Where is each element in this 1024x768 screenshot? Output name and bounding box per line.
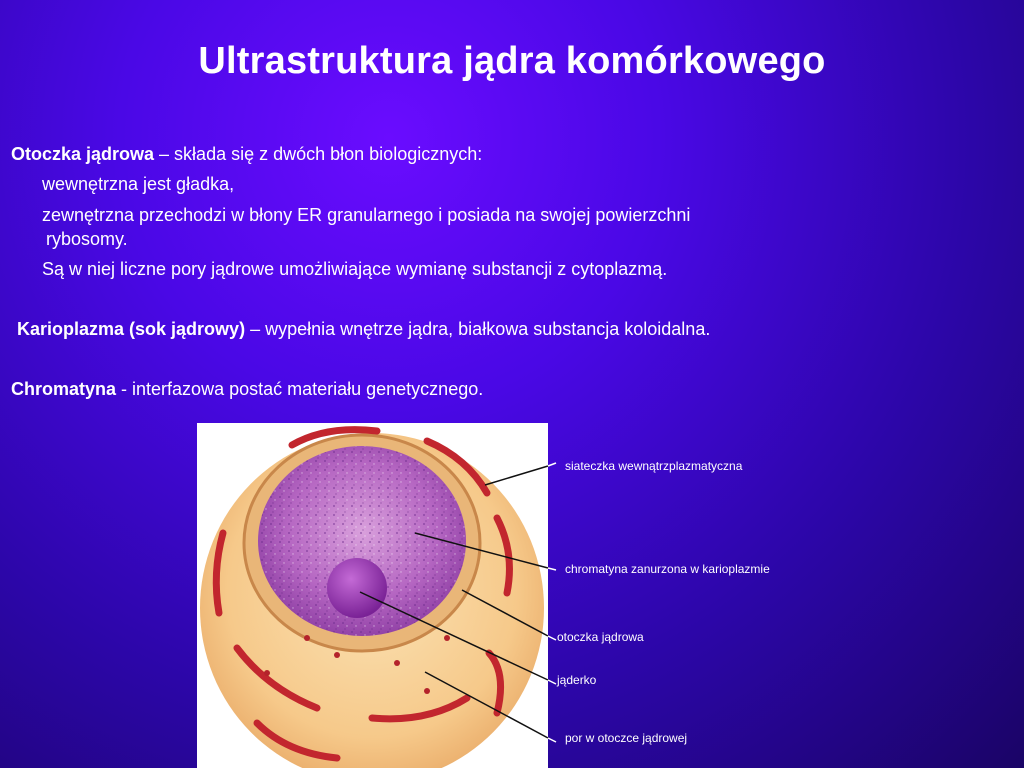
karioplazma-paragraph [17,319,710,340]
chromatyna-term: Chromatyna [11,379,117,399]
label-nucleolus: jąderko [557,673,597,687]
otoczka-item-pores: Są w niej liczne pory jądrowe umożliwiające wymianę substancji z cytoplazmą. [42,259,668,279]
otoczka-desc: – składa się z dwóch błon biologicznych: [154,144,483,164]
slide-title: Ultrastruktura jądra komórkowego [198,40,826,82]
label-envelope: otoczka jądrowa [557,630,644,644]
otoczka-term: Otoczka jądrowa [11,144,155,164]
nucleus-illustration [197,423,548,768]
otoczka-item-outer-cont: rybosomy. [46,229,128,249]
nucleolus-shape [327,558,387,618]
chromatyna-desc: - interfazowa postać materiału genetycznego. [116,379,484,399]
label-pore: por w otoczce jądrowej [565,731,688,745]
nucleus-drawing [197,423,548,768]
label-er: siateczka wewnątrzplazmatyczna [565,459,743,473]
chromatyna-paragraph [11,379,483,400]
otoczka-item-inner: wewnętrzna jest gładka, [42,174,235,194]
otoczka-paragraph [11,144,482,165]
otoczka-item-outer: zewnętrzna przechodzi w błony ER granularnego i posiada na swojej powierzchni [42,205,691,225]
karioplazma-term: Karioplazma (sok jądrowy) [17,319,246,339]
karioplazma-desc: – wypełnia wnętrze jądra, białkowa substancja koloidalna. [245,319,711,339]
label-chromatin: chromatyna zanurzona w karioplazmie [565,562,770,576]
